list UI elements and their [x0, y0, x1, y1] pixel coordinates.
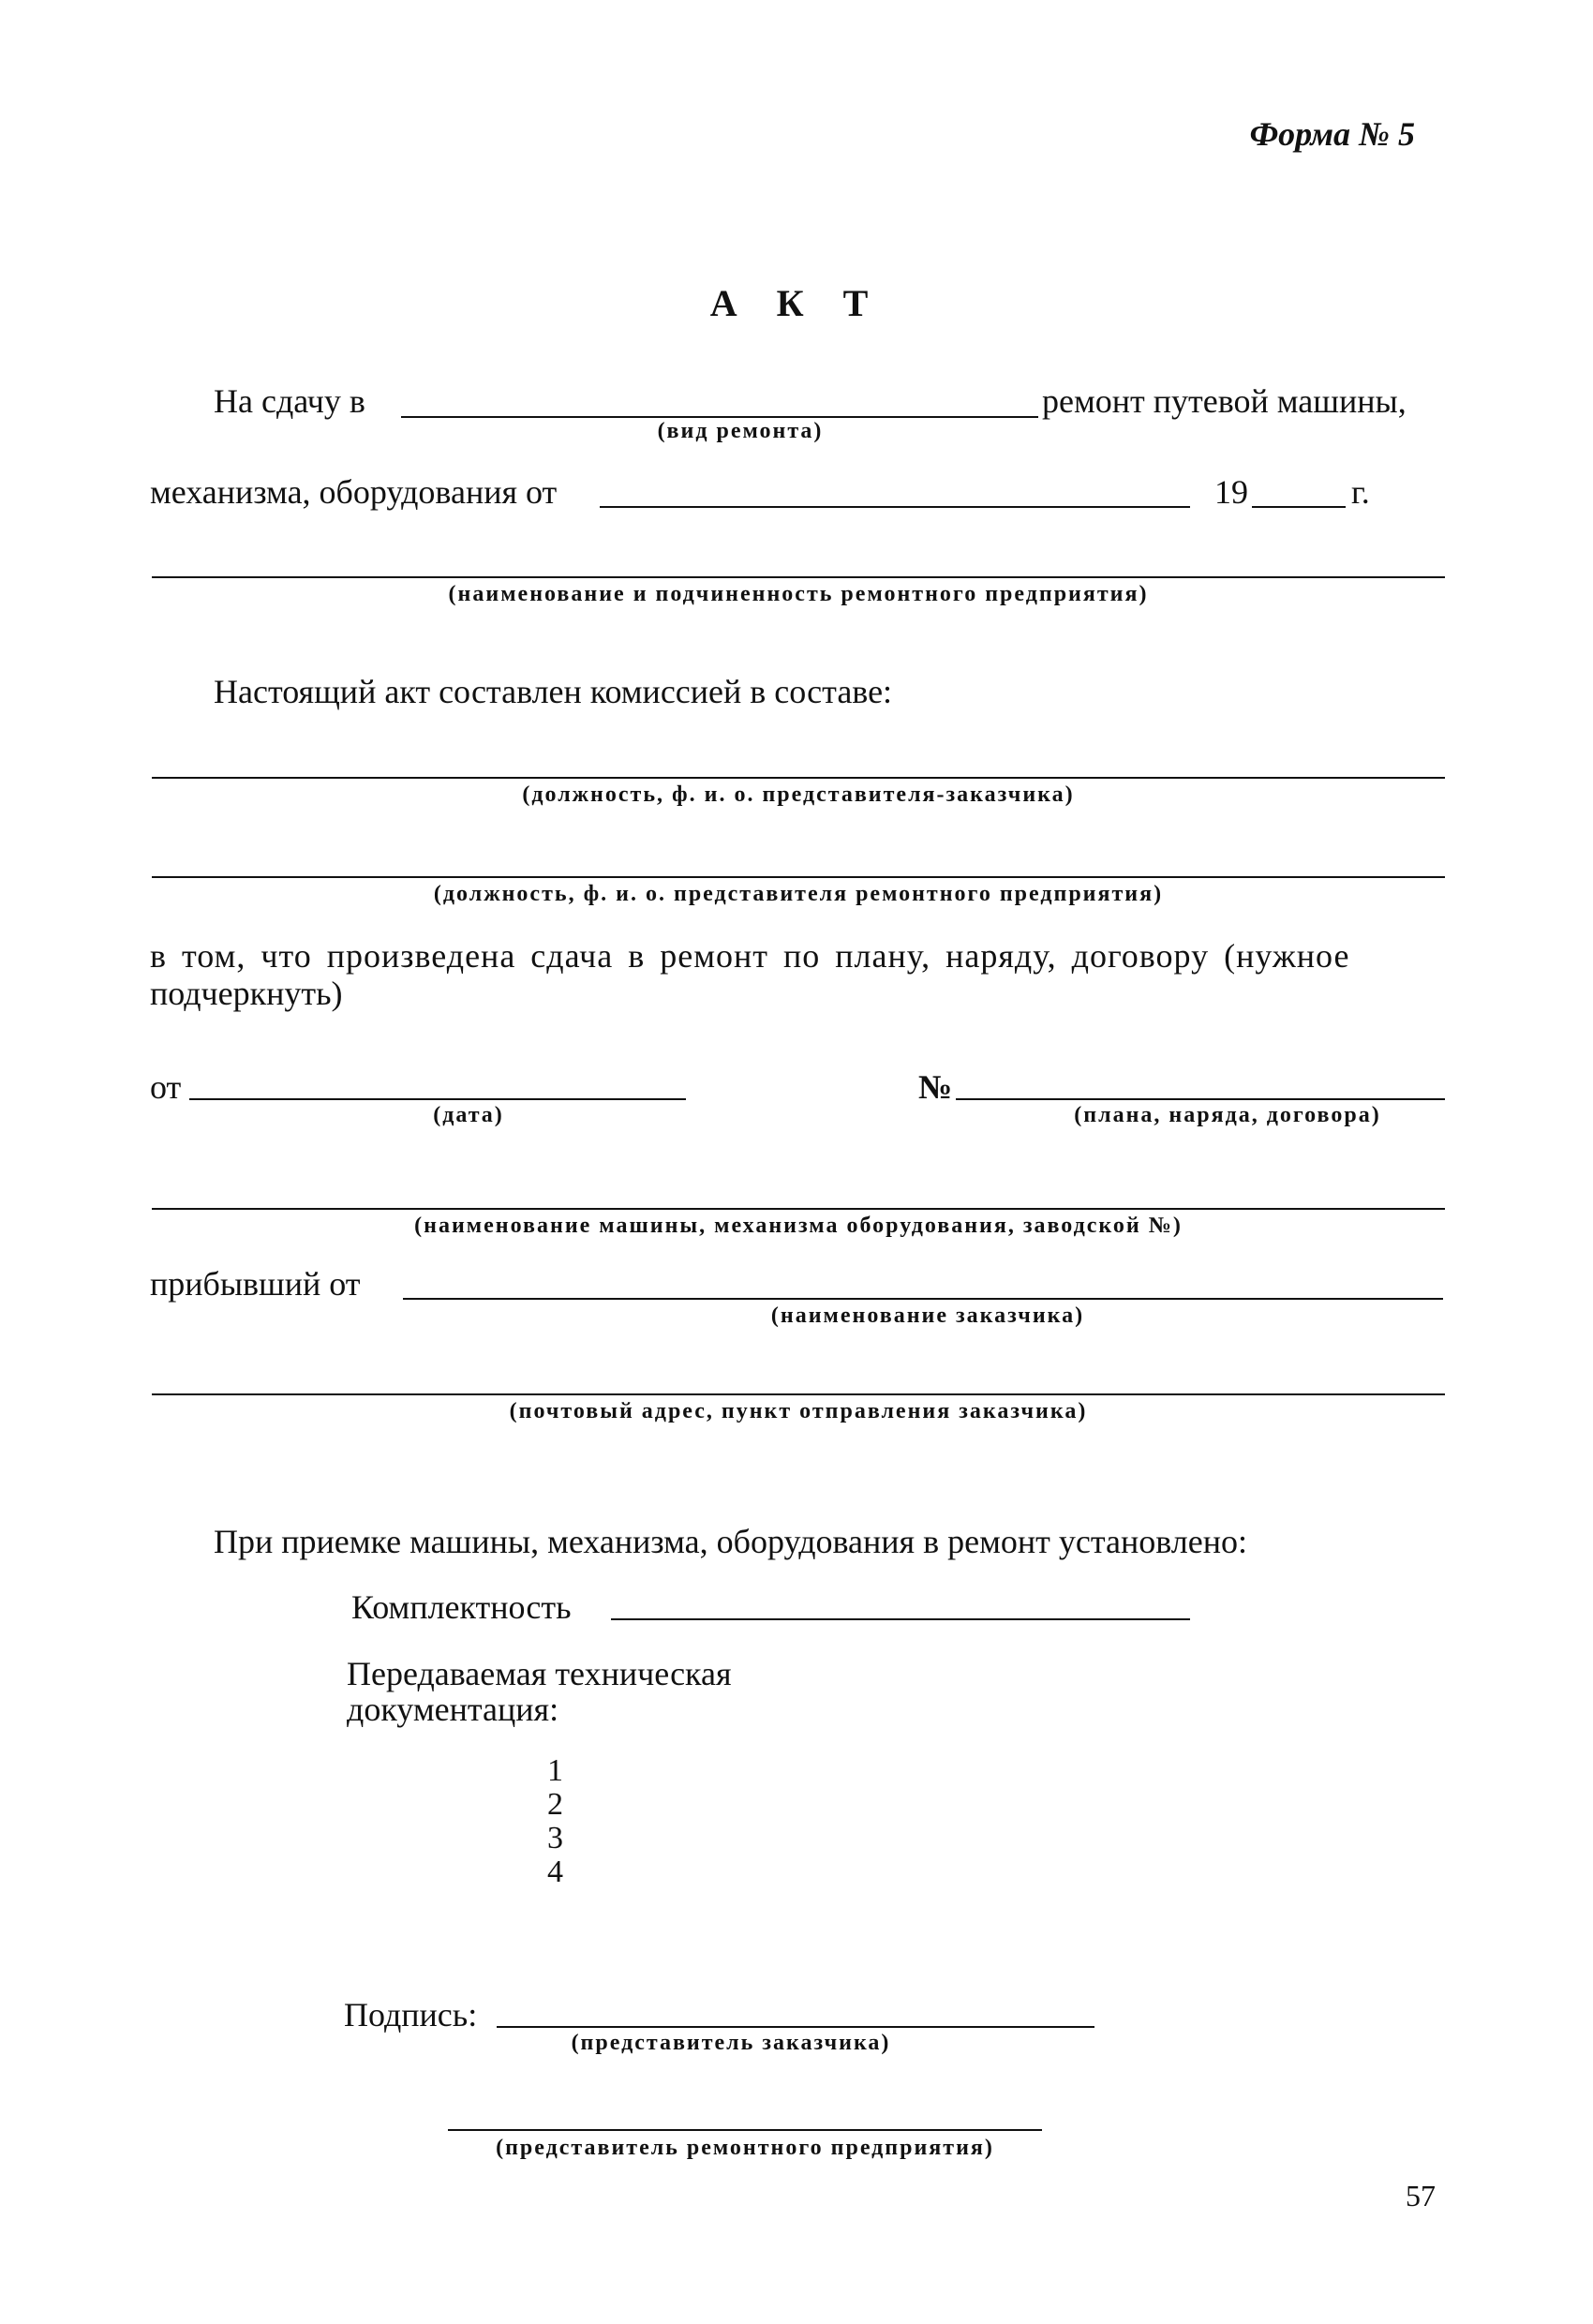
enterprise-caption: (наименование и подчиненность ремонтного предприятия) — [448, 582, 1149, 606]
repair-signature-caption: (представитель ремонтного предприятия) — [496, 2136, 994, 2160]
doc-item-4: 4 — [547, 1855, 563, 1889]
completeness-field[interactable] — [611, 1618, 1190, 1620]
handover-label: На сдачу в — [214, 382, 365, 420]
customer-rep-caption: (должность, ф. и. о. представителя-заказчика) — [522, 782, 1075, 807]
repair-type-caption: (вид ремонта) — [657, 419, 824, 443]
year-suffix: г. — [1351, 473, 1370, 511]
date-field[interactable] — [189, 1098, 686, 1100]
repair-signature-field[interactable] — [448, 2129, 1042, 2131]
document-title: А К Т — [709, 282, 884, 324]
machine-field[interactable] — [152, 1208, 1445, 1210]
number-label: № — [918, 1068, 953, 1106]
commission-text: Настоящий акт составлен комиссией в составе: — [214, 673, 893, 710]
acceptance-text: При приемке машины, механизма, оборудования в ремонт установлено: — [214, 1523, 1247, 1560]
address-field[interactable] — [152, 1393, 1445, 1395]
page-number: 57 — [1406, 2179, 1436, 2212]
doc-item-2: 2 — [547, 1787, 563, 1822]
doc-item-1: 1 — [547, 1753, 563, 1788]
equipment-from-field[interactable] — [600, 506, 1190, 508]
docs-label-line-1: Передаваемая техническая — [347, 1655, 732, 1692]
docs-label-line-2: документация: — [347, 1691, 559, 1728]
doc-item-3: 3 — [547, 1821, 563, 1855]
arrived-label: прибывший от — [150, 1265, 361, 1303]
year-prefix: 19 — [1214, 473, 1248, 511]
plan-number-caption: (плана, наряда, договора) — [1074, 1103, 1381, 1127]
repair-rep-caption: (должность, ф. и. о. представителя ремонтного предприятия) — [433, 882, 1164, 906]
year-field[interactable] — [1252, 506, 1346, 508]
purpose-line-1: в том, что произведена сдача в ремонт по плану, наряду, договору (нужное — [150, 937, 1350, 975]
signature-label: Подпись: — [344, 1996, 478, 2034]
address-caption: (почтовый адрес, пункт отправления заказчика) — [509, 1399, 1088, 1423]
machine-caption: (наименование машины, механизма оборудования, заводской №) — [414, 1214, 1183, 1238]
customer-rep-field[interactable] — [152, 777, 1445, 779]
customer-signature-field[interactable] — [497, 2026, 1094, 2028]
date-from-label: от — [150, 1068, 182, 1106]
completeness-label: Комплектность — [351, 1588, 572, 1626]
form-number: Форма № 5 — [1249, 115, 1415, 153]
equipment-from-label: механизма, оборудования от — [150, 473, 558, 511]
enterprise-field[interactable] — [152, 576, 1445, 578]
purpose-line-2: подчеркнуть) — [150, 975, 343, 1012]
repair-rep-field[interactable] — [152, 876, 1445, 878]
customer-signature-caption: (представитель заказчика) — [571, 2031, 891, 2055]
handover-suffix: ремонт путевой машины, — [1042, 382, 1407, 420]
arrived-caption: (наименование заказчика) — [770, 1304, 1085, 1328]
arrived-field[interactable] — [403, 1298, 1443, 1300]
plan-number-field[interactable] — [956, 1098, 1445, 1100]
date-caption: (дата) — [433, 1103, 504, 1127]
